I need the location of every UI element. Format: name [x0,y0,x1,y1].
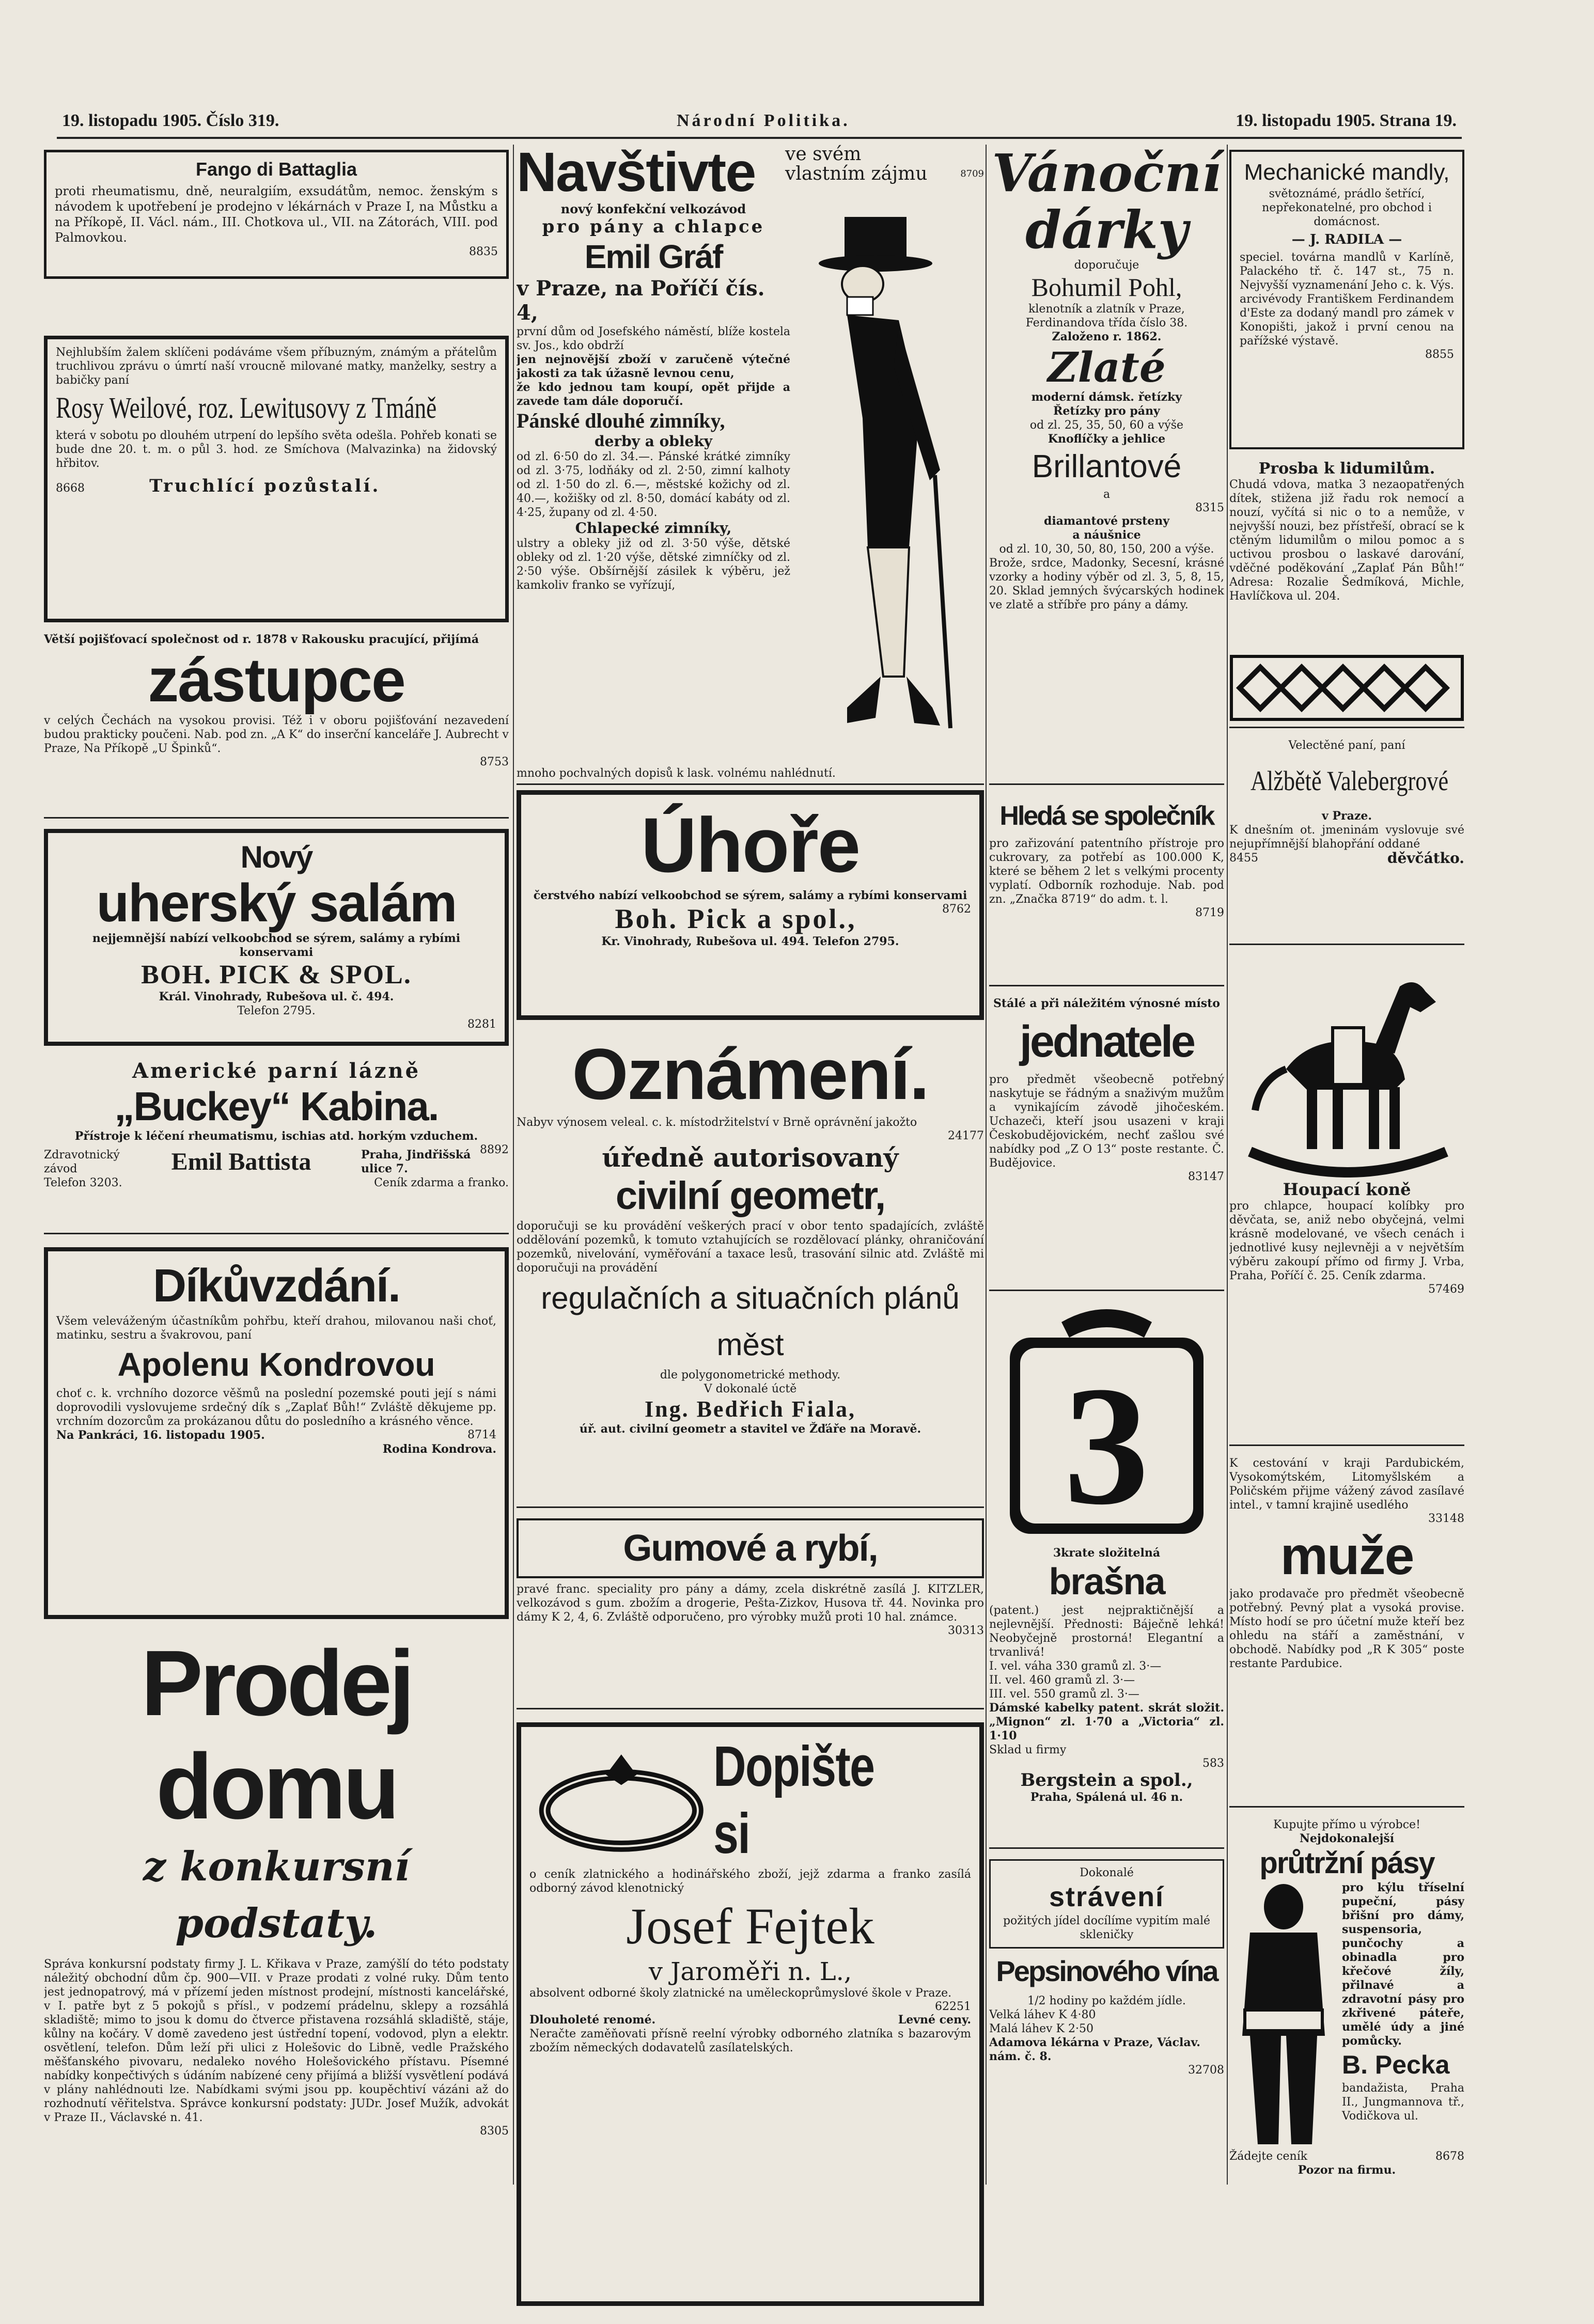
ad-number: 8305 [480,2125,509,2138]
ad-address: Kr. Vinohrady, Rubešova ul. 494. Telefon 2795. [601,935,899,948]
ad-number: 33148 [1428,1512,1464,1525]
ad-footer: mnoho pochvalných dopisů k lask. volnému nahlédnutí. [517,767,836,780]
ad-name: Apolenu Kondrovou [117,1346,435,1383]
ad-title: Prosba k lidumilům. [1258,460,1435,478]
ad-text: světoznámé, prádlo šetřící, nepřekonatelné, pro obchod i domácnost. [1262,187,1432,228]
ad-title: Houpací koně [1283,1180,1411,1199]
ad-headline: Oznámení. [572,1033,929,1114]
ad-head2: derby a obleky [594,433,712,450]
header-left: 19. listopadu 1905. Číslo 319. [62,111,279,130]
ad-number: 8315 [1195,501,1224,514]
ad-top: Americké parní lázně [132,1059,421,1083]
ad-text: čerstvého nabízí velkoobchod se sýrem, salámy a rybími konservami [533,889,967,902]
header-masthead: Národní Politika. [677,111,850,130]
ad-right: Praha, Jindřišská ulice 7. [361,1148,471,1175]
ad-city: v Praze, na Poříčí čís. 4, [517,276,765,325]
header-right: 19. listopadu 1905. Strana 19. [1236,111,1457,130]
ad-number: 83147 [1188,1170,1224,1183]
ad-side: ve svém vlastním zájmu [785,145,928,184]
ad-t8: Brože, srdce, Madonky, Secesní, krásné vzorky a hodiny výběr od zl. 3, 5, 8, 15, 20. Sklad jemných švýcarských hodinek ve zlatě a stříbře pro pány a dámy. [989,557,1224,611]
bag-illustration [989,1301,1224,1544]
ad-city: v Praze. [1322,809,1372,823]
ad-firm: Boh. Pick a spol., [615,903,857,934]
ad-brasna [989,1301,1224,1849]
ad-text: proti rheumatismu, dně, neuralgiím, exsudátům, nemoc. ženským s návodem k upotřebení je prodejno v lékárnách v Praze I, na Můstku a na Příkopě, II. Václ. nám., III. Chotkova ul., VII. na Zátorách, VIII. pod Palmovkou. [55,184,498,245]
ad-t5: Malá láhev K 2·50 [989,2022,1093,2035]
ad-headline: Gumové a rybí, [517,1518,984,1578]
ad-text2: K dnešním ot. jmeninám vyslovuje své nejupřímnější blahopřání oddané [1229,824,1464,851]
ad-t4: bandažista, Praha II., Jungmannova tř., Vodičkova ul. [1342,2082,1464,2123]
ad-number: 8762 [942,903,971,916]
column-rule [986,145,987,2185]
ad-number: 8668 [56,482,85,495]
ad-firm: Emil Battista [171,1148,311,1175]
ad-number: 8281 [467,1018,496,1031]
ad-top: Nový [240,840,312,874]
ad-address: úř. aut. civilní geometr a stavitel ve Žďáře na Moravě. [579,1422,921,1436]
ad-and: a [1103,488,1111,501]
ad-left: Zdravotnický závod [44,1148,120,1175]
ad-spolecnik [989,795,1224,986]
ad-lazne [44,1059,509,1234]
ad-t6: a náušnice [1072,528,1141,542]
ad-firm: Ing. Bedřich Fiala, [644,1396,856,1422]
ad-headline: „Buckey“ Kabina. [114,1084,439,1129]
ad-headline: muže [1280,1526,1414,1586]
ad-prosba [1229,460,1464,728]
ad-headline: zástupce [148,646,405,715]
ad-t5: Žádejte ceník [1229,2150,1308,2163]
ad-intro: Větší pojišťovací společnost od r. 1878 v Rakousku pracující, přijímá [44,633,479,646]
ad-text2: jako prodavače pro předmět všeobecně potřebný. Pevný plat a vysoká provise. Místo hodí se pro účetní muže kteří bez ohledu na stáří a zaměstnání, v obchodě. Nabídky pod „R K 305“ poste restante Pardubice. [1229,1588,1464,1670]
ad-t2: Nejdokonalejší [1299,1832,1395,1845]
ad-prodej-domu [44,1632,509,2324]
ad-radila [1229,150,1464,449]
ad-headline: Mechanické mandly, [1244,160,1450,185]
ad-t3: od zl. 25, 35, 50, 60 a výše [1029,419,1184,432]
ad-gold: Zlaté [1048,343,1166,391]
ad-t6: Pozor na firmu. [1298,2163,1396,2177]
ad-headline: Navštivte [517,145,756,203]
ad-headline2: dárky [1025,199,1188,260]
ad-sub: Přístroje k léčení rheumatismu, ischias atd. horkým vzduchem. [74,1129,478,1143]
ad-t1: 3krate složitelná [1053,1546,1161,1560]
ad-text: pro zařizování patentního přístroje pro cukrovary, za potřebí as 100.000 K, které se během 2 let s velkými procenty vyplatí. Odborník rozhoduje. Nab. pod zn. „Značka 8719“ do adm. t. l. [989,837,1224,906]
ad-text: klenotník a zlatník v Praze, Ferdinandova třída číslo 38. [1025,303,1188,329]
ad-head: Pánské dlouhé zimníky, [517,409,725,432]
ad-title3: regulačních a situačních plánů měst [541,1281,960,1362]
ad-intro: Nejhlubším žalem sklíčeni podáváme všem příbuzným, známým a přátelům truchlivou zprávu o úmrtí naší vroucně milované matky, manželky, sestry a babičky paní [56,346,497,387]
ad-number: 8753 [480,756,509,768]
ad-text: choť c. k. vrchního dozorce věšmů na poslední pozemské pouti její s námi doprovodili vyslovujeme srdečný dík s „Zaplať Bůh!“ Zvláště děkujeme pp. vrchním dozorcům za prokázanou důtu do posledního a krásného věnce. [56,1387,496,1428]
truss-figure-illustration [1229,1881,1338,2149]
ad-t4: II. vel. 460 gramů zl. 3·— [989,1674,1135,1687]
ad-intro: Stálé a při náležitém výnosné místo [993,997,1220,1010]
ad-headline2: Pepsinového vína [996,1955,1217,1987]
ad-headline: Prodej domu [140,1632,412,1839]
rocking-horse-illustration [1229,955,1464,1177]
ad-method: dle polygonometrické methody. [660,1369,841,1381]
ad-number: 8892 [480,1143,509,1156]
ad-fango [44,150,509,279]
ad-number: 8855 [1425,348,1454,361]
ad-intro: Nabyv výnosem veleal. c. k. místodržitelství v Brně oprávnění jakožto [517,1116,917,1129]
ad-firm: Bergstein a spol., [1020,1770,1193,1791]
ad-bold2: že kdo jednou tam koupí, opět přijde a zavede tam dále doporučí. [517,381,790,408]
ad-date: Na Pankráci, 16. listopadu 1905. [56,1428,265,1442]
ad-brill: Brillantové [1032,449,1182,484]
gentleman-illustration [785,212,981,733]
ad-line1: nový konfekční velkozávod [560,201,746,216]
ad-t5: III. vel. 550 gramů zl. 3·— [989,1688,1139,1701]
ad-intro: Všem veleváženým účastníkům pohřbu, kteří drahou, milovanou naši choť, matinku, sestru a švakrovou, paní [56,1315,496,1342]
ornament-border [1229,654,1464,721]
ad-text: v celých Čechách na vysokou provisi. Též i v oboru pojišťování nezavedení budou prakticky poučeni. Nab. pod zn. „A K“ do inserční kanceláře J. Aubrecht v Praze, Na Příkopě „U Špinků“. [44,714,509,755]
ad-telephone: Telefon 3203. [44,1176,122,1189]
ad-bold1: jen nejnovější zboží v zaručeně výtečné jakosti za tak úžasně levnou cenu, [517,353,790,380]
ad-number: 62251 [935,2000,971,2013]
ad-obituary-weil [44,336,509,622]
ad-t1: Kupujte přímo u výrobce! [1273,1818,1420,1831]
ad-text: pro chlapce, houpací kolíbky pro děvčata, se, aniž nebo obyčejná, velmi krásně modelované, ve všech cenách i jednotlivé kusy nejlevněji a v největším výběru zakoupí přímo od firmy J. Vrba, Praha, Poříčí č. 25. Ceník zdarma. [1229,1200,1464,1282]
ad-text2: absolvent odborné školy zlatnické na uměleckoprůmyslové škole v Praze. [529,1987,952,2000]
ad-uhore [517,790,984,1020]
ad-t7: od zl. 10, 30, 50, 80, 150, 200 a výše. [999,543,1214,556]
ad-t3: I. vel. váha 330 gramů zl. 3·— [989,1660,1162,1673]
ad-text: pro předmět všeobecně potřebný naskytuje se řádným a snaživým mužům a vynikajícím závodě jihočeském. Uchazeči, kteří jsou usazeni v kraji Českobudějovickém, nechť zašlou své nabídky pod „Z O 13“ poste restante. Č. Budějovice. [989,1073,1224,1170]
ad-signature: Rodina Kondrova. [382,1442,496,1456]
ad-headline: jednatele [1020,1017,1194,1066]
ad-sub: z konkursní podstaty. [143,1843,410,1947]
ad-title2: civilní geometr, [615,1174,885,1218]
ad-pohl [989,145,1224,785]
ad-headline: Úhoře [640,802,860,888]
ad-firm: Emil Gráf [584,238,723,275]
page-header [57,106,1462,139]
ad-firm: B. Pecka [1342,2050,1450,2079]
ad-prices: od zl. 6·50 do zl. 34.—. Pánské krátké zimníky od zl. 3·75, lodňáky od zl. 2·50, zimní kalhoty od zl. 1·50 do zl. 6.—, městské kožichy od zl. 40.—, kožišky od zl. 8·50, domácí kabáty od zl. 4·25, župany od zl. 4·50. [517,450,790,519]
ad-headline1: Vánoční [992,145,1222,203]
ad-firm: BOH. PICK & SPOL. [141,960,412,990]
ad-t5: diamantové prsteny [1043,514,1170,528]
ad-pepsin [989,1859,1224,2221]
ad-zastupce [44,633,509,819]
ad-text: Správa konkursní podstaty firmy J. L. Křikava v Praze, zamýšlí do této podstaty náležitý obchodní dům čp. 900—VII. v Praze prodati z volné ruky. Dům tento jest jednopatrový, má v přízemí jeden místnost prodejní, místnosti kancelářské, v I. patře byt z 5 pokojů s přísl., v podzemí prádelnu, sklepy a rozsáhlá skladiště; mimo to jsou k domu do čtverce přistavena rozsáhlá skladiště, stáje, kůlny na kočáry. V domě zavedeno jest ústřední topení, vodovod, plyn a elektr. osvětlení, telefon. Dům leží při ulici z Holešovic do Libně, vedle Pražského měšťanského pivovaru, nedaleko nového Holešovického přístavu. Písemné nabídky konpečtivých s údáním nabízené ceny přijímá a bližší vysvětlení podává v plány nahlédnouti lze. Nabídkami svými jsou pp. koupěchtiví vázáni až do rozhodnutí věřitelstva. Správce konkursní podstaty: JUDr. Josef Mužík, advokát v Praze II., Václavské n. 41. [44,1958,509,2124]
ad-number: 24177 [948,1129,984,1142]
ad-number: 8678 [1435,2150,1464,2163]
ad-text: první dům od Josefského náměstí, blíže kostela sv. Jos., kdo obdrží [517,325,790,352]
ad-side-number: 8709 [960,168,984,179]
ad-number: 583 [1202,1757,1224,1770]
ad-line2: pro pány a chlapce [542,216,765,237]
ad-text: která v sobotu po dlouhém utrpení do lepšího světa odešla. Pohřeb konati se bude dne 20. t. m. o půl 3. hod. ze Smíchova (Malvazinka) na židovský hřbitov. [56,429,497,470]
ad-telephone: Telefon 2795. [237,1004,316,1017]
ad-headline: uherský salám [96,873,457,933]
ad-headline: brašna [1049,1561,1165,1603]
ad-headline: Díkůvzdání. [152,1260,400,1312]
ad-dikuvzdani [44,1247,509,1619]
ad-text: K cestování v kraji Pardubickém, Vysokomýtském, Litomyšlském a Poličském přijme vážený závod zasílavé intel., v tamní krajině usedlého [1229,1457,1464,1512]
ad-t6: Adamova lékárna v Praze, Václav. nám. č. 8. [989,2036,1200,2063]
ad-t2: Řetízky pro pány [1053,404,1160,418]
ad-firm: Josef Fejtek [626,1897,874,1955]
ad-number: 8714 [467,1428,496,1441]
ad-t7: Sklad u firmy [989,1744,1067,1756]
ad-number: 8719 [1195,906,1224,919]
bag-number: 3 [1064,1352,1149,1540]
ad-gumove [517,1518,984,1709]
ad-prices: Levné ceny. [898,2013,971,2027]
ad-text: doporučuji se ku provádění veškerých prací v obor tento spadajících, zvláště oddělování pozemků, k tomuto vztahujících se rozdělovací plánky, ohraničování pozemků, nivelování, vyměřování a taxace lesů, trasování silnic atd. Zvláště mi doporučuji na provádění [517,1220,984,1275]
ad-t4: Knoflíčky a jehlice [1048,432,1166,446]
ad-muze [1229,1456,1464,1808]
ad-title1: úředně autorisovaný [602,1142,899,1173]
ad-firm: Bohumil Pohl, [1031,273,1182,302]
ad-velectene [1229,739,1464,945]
ad-renome: Dlouholeté renomé. [529,2013,656,2027]
ad-line: nejjemnější nabízí velkoobchod se sýrem, salámy a rybími konservami [92,932,461,959]
ad-t2: (patent.) jest nejpraktičnější a nejlevnější. Přednosti: Báječně lehká! Neobyčejně prostorná! Elegantní a trvanlivá! [989,1604,1224,1659]
ad-oznameni [517,1033,984,1508]
ad-text: pravé franc. speciality pro pány a dámy, zcela diskrétně zasílá J. KITZLER, velkozávod s gum. zbožím a drogerie, Pešta-Zizkov, Husova tř. 44. Novinka pro dámy K 2, 4, 6. Zvláště odporučeno, pro výrobky mužů proti 10 hal. známce. [517,1583,984,1624]
ad-regards: V dokonalé úctě [704,1383,797,1395]
ad-prices2: ulstry a obleky již od zl. 3·50 výše, dětské obleky od zl. 1·20 výše, dětské zimníčky od zl. 2·50 výše. Obšírnější zásilek k výběru, jež kamkoliv franko se vyřízují, [517,537,790,592]
ad-jednatele [989,997,1224,1291]
ad-number: 57469 [1428,1283,1464,1296]
ad-address: Praha, Spálená ul. 46 n. [1030,1791,1183,1804]
ad-headline: průtržní pásy [1259,1846,1434,1880]
column-rule [1227,145,1228,2185]
column-rule [513,145,514,2185]
ad-pasy [1229,1818,1464,2231]
ad-name: Rosy Weilové, roz. Lewitusovy z Tmáně [56,391,437,425]
ad-firm: — J. RADILA — [1291,232,1402,247]
ad-number: 30313 [948,1624,984,1637]
ad-text2: speciel. továrna mandlů v Karlíně, Palackého tř. č. 147 st., 75 n. Nejvyšší vyznamenání Jeho c. k. Výs. arcivévody Františkem Ferdinandem d'Este za dodaný mandl pro zámek v Konopišti, jakož i první cenou na pařížské výstavě. [1240,251,1454,348]
ad-recommends: doporučuje [1074,259,1139,272]
ad-signature: Truchlící pozůstalí. [149,476,381,496]
ad-t2: požitých jídel docílíme vypitím malé skleničky [1003,1914,1211,1941]
ad-t3: pro kýlu tříselní pupeční, pásy břišní pro dámy, suspensoria, punčochy a obinadla pro křečové žíly, přilnavé a zdravotní pásy pro zkřivené páteře, umělé údy a jiné pomůcky. [1342,1881,1464,2048]
ad-signature: děvčátko. [1387,850,1464,867]
ad-headline: Dopište si [713,1735,874,1865]
ad-title: Fango di Battaglia [195,159,357,180]
ad-name: Alžbětě Valebergrové [1250,765,1449,796]
ad-t1: moderní dámsk. řetízky [1031,390,1182,404]
ad-head3: Chlapecké zimníky, [575,520,732,537]
ad-number: 32708 [1188,2064,1224,2077]
ad-number: 8835 [469,245,498,258]
ad-t3: 1/2 hodiny po každém jídle. [1027,1995,1186,2007]
ad-t1: Dokonalé [1080,1866,1134,1879]
ad-text: o ceník zlatnického a hodinářského zboží, jejž zdarma a franko zasílá odborný závod klenotnický [529,1868,971,1895]
ad-headline: Hledá se společník [999,801,1214,831]
ad-founded: Založeno r. 1862. [1052,330,1162,343]
ad-graf [517,145,984,785]
ad-t4: Velká láhev K 4·80 [989,2008,1096,2021]
ad-catalog: Ceník zdarma a franko. [374,1176,509,1189]
ad-address: Král. Vinohrady, Rubešova ul. č. 494. [159,990,394,1003]
ad-headline: strávení [1049,1881,1165,1912]
ad-t6: Dámské kabelky patent. skrát složit. „Mignon“ zl. 1·70 a „Victoria“ zl. 1·10 [989,1701,1224,1742]
ad-text: Chudá vdova, matka 3 nezaopatřených dítek, stižena již řadu rok nemocí a nouzí, vyčítá si nic o to a nemůže, v nejvyšší nouzi, bez přístřeší, obrací se k ctěným lidumilům o milou pomoc a s uctivou prosbou o laskavé darování, vděčné poděkování „Zaplať Pán Bůh!“ Adresa: Rozalie Šedmíková, Michle, Havlíčkova ul. 204. [1229,478,1464,603]
ad-number: 8455 [1229,852,1258,865]
ad-fejtek [517,1722,984,2306]
ad-city: v Jaroměři n. L., [648,1957,852,1986]
ad-kone [1229,955,1464,1446]
ad-text: Velectěné paní, paní [1288,739,1405,752]
ad-salam [44,829,509,1046]
ring-icon [529,1733,713,1867]
ad-text3: Neračte zaměňovati přísně reelní výrobky odborného zlatníka s bazarovým zbožím německých dodavatelů zasílatelských. [529,2028,971,2054]
